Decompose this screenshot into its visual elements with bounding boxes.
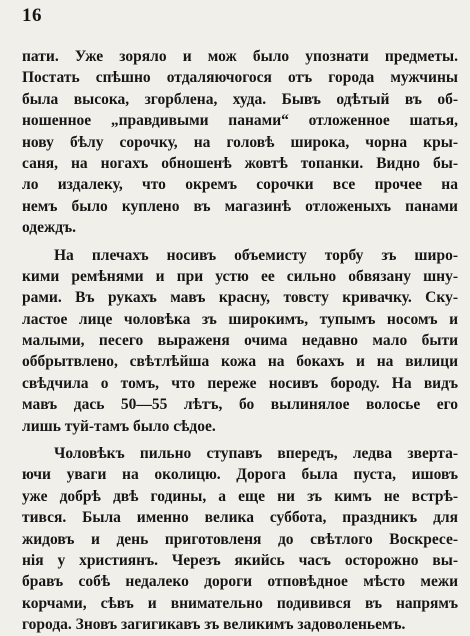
text-line: рами. Въ рукахъ мавъ красну, товсту кривачку. Ску- xyxy=(22,289,458,307)
page-number: 16 xyxy=(22,5,42,26)
text-line: Чоловѣкъ пильно ступавъ впередъ, ледва зверта- xyxy=(54,445,458,463)
paragraph xyxy=(22,46,458,239)
text-line: На плечахъ носивъ объемисту торбу зъ широ- xyxy=(54,246,458,264)
text-line: мавъ дась 50—55 лѣтъ, бо вылинялое волосье его xyxy=(22,396,458,414)
text-line: пати. Уже зоряло и мож было упознати предметы. xyxy=(22,48,458,65)
text-line: саня, на ногахъ обношенѣ жовтѣ топанки. Видно бы- xyxy=(22,154,458,172)
text-line: свѣдчила о томъ, что переже носивъ бороду. На видъ xyxy=(22,374,458,392)
body-text xyxy=(22,46,458,636)
text-line: ючи уваги на околицю. Дорога была пуста, ишовъ xyxy=(22,466,458,484)
text-line: лишь туй-тамъ было сѣдое. xyxy=(22,417,216,435)
text-line: малыми, песего выраженя очима недавно мало быти xyxy=(22,332,458,350)
text-line: уже добрѣ двѣ годины, а еще ни зъ кимъ не встрѣ- xyxy=(22,487,458,505)
text-line: Постать спѣшно отдаляючогося отъ города мужчины xyxy=(22,69,458,87)
text-line: жидовъ и день приготовленя до свѣтлого Воскресе- xyxy=(22,530,458,548)
text-line: одеждъ. xyxy=(22,219,77,237)
text-line: корчами, сѣвъ и внимательно подивився въ напрямъ xyxy=(22,594,458,612)
text-line: кими ремѣнями и при устю ее сильно обвязану шну- xyxy=(22,267,458,285)
text-line: нову бѣлу сорочку, на головѣ широка, чорна кры- xyxy=(22,133,458,151)
text-line: ластое лице чоловѣка зъ широкимъ, тупымъ носомъ и xyxy=(22,310,458,328)
text-line: ло издалеку, что окремъ сорочки все прочее на xyxy=(22,176,458,194)
text-line: ношенное „правдивыми панами“ отложенное шатья, xyxy=(22,112,458,130)
text-line: оббрытвлено, свѣтлѣйша кожа на бокахъ и на вилици xyxy=(22,353,458,371)
text-line: была высока, згорблена, худа. Бывъ одѣтый въ об- xyxy=(22,90,458,108)
text-line: города. Зновъ загигикавъ зъ великимъ задоволеньемъ. xyxy=(22,616,406,634)
text-line: нія у християнъ. Черезъ якийсь часъ осторожно вы- xyxy=(22,551,458,569)
text-line: немъ было куплено въ магазинѣ отложеныхъ панами xyxy=(22,197,458,215)
paragraph xyxy=(22,245,458,438)
paragraph xyxy=(22,443,458,636)
text-line: тився. Была именно велика суббота, праздникъ для xyxy=(22,509,458,527)
text-line: бравъ собѣ недалеко дороги отповѣдное мѣсто межи xyxy=(22,573,458,591)
